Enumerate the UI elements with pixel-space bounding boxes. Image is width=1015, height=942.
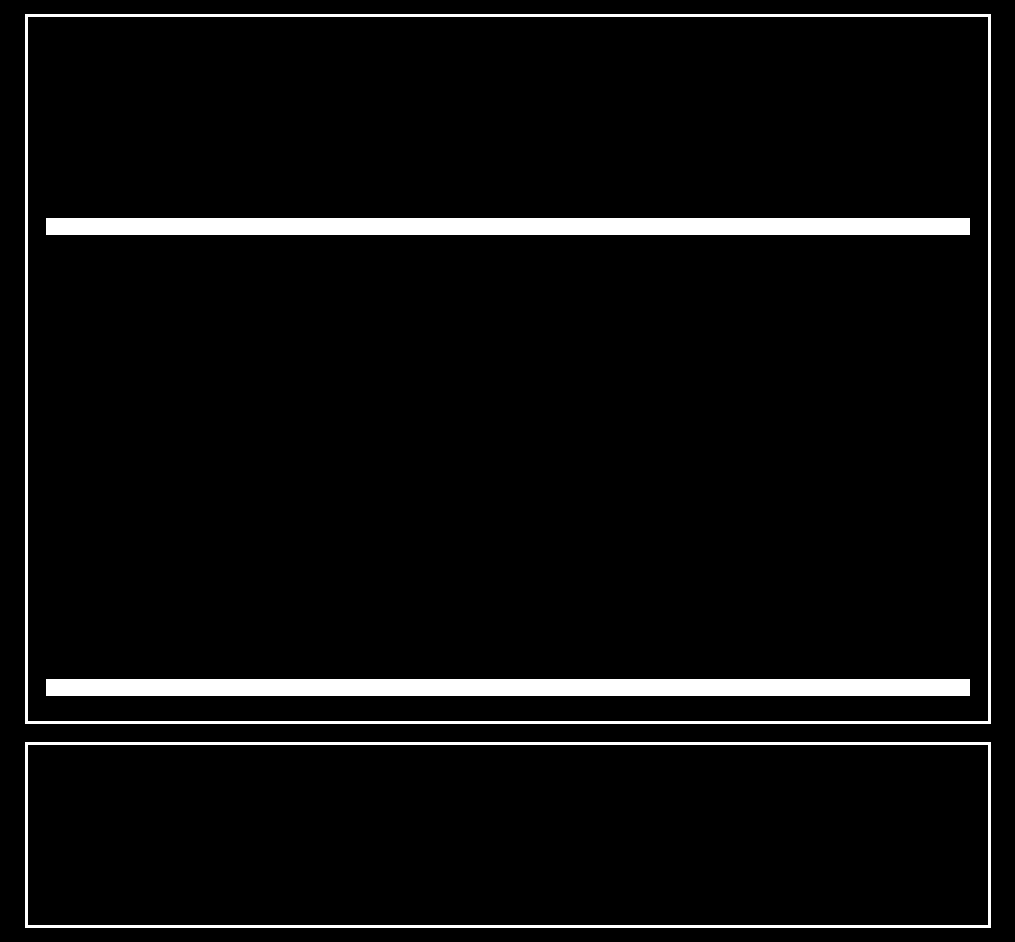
supplement-facts-panel (25, 14, 991, 724)
bottom-thick-bar (46, 679, 970, 696)
ingredients-panel (25, 742, 991, 928)
header-thick-bar (46, 218, 970, 235)
